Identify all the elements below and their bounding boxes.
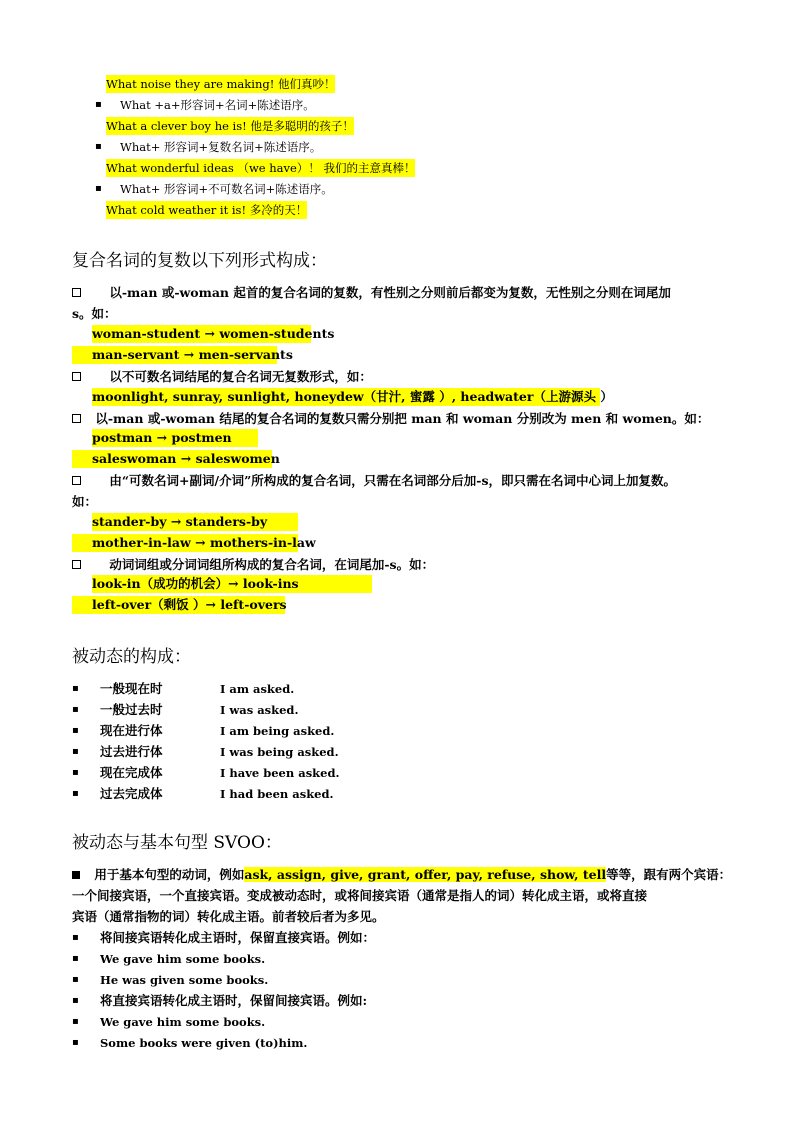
checkbox-square-icon <box>72 372 81 381</box>
example-line: What a clever boy he is! 他是多聪明的孩子！ <box>106 119 354 133</box>
tense-example: I had been asked. <box>220 787 334 801</box>
square-bullet-icon <box>72 871 80 879</box>
tense-label: 现在进行体 <box>100 723 163 738</box>
list-item: What +a+形容词+名词+陈述语序。 <box>120 98 315 112</box>
tense-example: I am being asked. <box>220 724 335 738</box>
list-item: 将直接宾语转化成主语时，保留间接宾语。例如: <box>100 993 368 1008</box>
example-line: What noise they are making! 他们真吵！ <box>106 77 336 91</box>
checkbox-square-icon <box>72 560 81 569</box>
example-line: mother-in-law → mothers-in-law <box>72 534 298 552</box>
checkbox-square-icon <box>72 288 81 297</box>
example-line: stander-by → standers-by <box>92 513 298 531</box>
example-line: look-in（成功的机会）→ look-ins <box>92 575 372 593</box>
tense-label: 过去完成体 <box>100 786 163 801</box>
svoo-paragraph: 用于基本句型的动词，例如ask, assign, give, grant, offer, pay, refuse, show, tell等等，跟有两个宾语： <box>72 864 731 885</box>
example-line: What wonderful ideas （we have）！ 我们的主意真棒！ <box>106 161 416 175</box>
example-line: left-over（剩饭 ）→ left-overs <box>72 596 285 614</box>
list-item: We gave him some books. <box>100 1015 266 1029</box>
section-heading: 被动态与基本句型 SVOO： <box>72 833 282 853</box>
bullet-icon: ▪ <box>72 1016 79 1027</box>
example-line: saleswoman → saleswomen <box>72 450 272 468</box>
checkbox-square-icon <box>72 476 81 485</box>
rule-paragraph: 由“可数名词+副词/介词”所构成的复合名词，只需在名词部分后加-s，即只需在名词中心词上加复数。 <box>72 470 676 491</box>
section-heading: 被动态的构成： <box>72 647 191 667</box>
bullet-icon: ▪ <box>72 974 79 985</box>
tense-label: 现在完成体 <box>100 765 163 780</box>
bullet-icon: ▪ <box>72 788 79 799</box>
example-line: What cold weather it is! 多冷的天！ <box>106 203 308 217</box>
svoo-paragraph: 宾语（通常指物的词）转化成主语。前者较后者为多见。 <box>72 909 385 924</box>
example-line: woman-student → women-students <box>92 326 335 341</box>
tense-label: 一般现在时 <box>100 681 163 696</box>
rule-paragraph: 以不可数名词结尾的复合名词无复数形式，如： <box>72 366 372 387</box>
rule-paragraph-cont: s。如： <box>72 306 117 321</box>
section-heading: 复合名词的复数以下列形式构成： <box>72 251 327 271</box>
list-item: He was given some books. <box>100 973 269 987</box>
bullet-icon: ▪ <box>72 1037 79 1048</box>
checkbox-square-icon <box>72 414 81 423</box>
tense-label: 过去进行体 <box>100 744 163 759</box>
rule-paragraph: 动词词组或分词词组所构成的复合名词，在词尾加-s。如： <box>72 554 434 575</box>
bullet-icon: ▪ <box>72 995 79 1006</box>
bullet-icon: ▪ <box>72 932 79 943</box>
tense-example: I have been asked. <box>220 766 340 780</box>
rule-paragraph: 以-man 或-woman 结尾的复合名词的复数只需分别把 man 和 woman 分别改为 men 和 women。如： <box>72 408 709 429</box>
rule-paragraph: 以-man 或-woman 起首的复合名词的复数，有性别之分则前后都变为复数，无性别之分则在词尾加 <box>72 282 671 303</box>
list-item: 将间接宾语转化成主语时，保留直接宾语。例如： <box>100 930 376 945</box>
bullet-icon: ▪ <box>72 953 79 964</box>
tense-label: 一般过去时 <box>100 702 163 717</box>
example-line: man-servant → men-servants <box>72 346 277 364</box>
example-line: postman → postmen <box>92 429 258 447</box>
rule-paragraph-cont: 如： <box>72 494 98 509</box>
bullet-icon: ▪ <box>72 767 79 778</box>
tense-example: I am asked. <box>220 682 295 696</box>
list-item: Some books were given (to)him. <box>100 1036 308 1050</box>
list-item: We gave him some books. <box>100 952 266 966</box>
bullet-icon: ▪ <box>95 99 102 110</box>
bullet-icon: ▪ <box>72 683 79 694</box>
bullet-icon: ▪ <box>95 141 102 152</box>
list-item: What+ 形容词+复数名词+陈述语序。 <box>120 140 322 154</box>
svoo-paragraph: 一个间接宾语，一个直接宾语。变成被动态时，或将间接宾语（通常是指人的词）转化成主语，或将直接 <box>72 888 648 903</box>
tense-example: I was asked. <box>220 703 299 717</box>
bullet-icon: ▪ <box>95 183 102 194</box>
example-line: moonlight, sunray, sunlight, honeydew（甘汁, 蜜露 ）, headwater（上游源头 ） <box>92 389 613 404</box>
bullet-icon: ▪ <box>72 704 79 715</box>
list-item: What+ 形容词+不可数名词+陈述语序。 <box>120 182 333 196</box>
bullet-icon: ▪ <box>72 746 79 757</box>
tense-example: I was being asked. <box>220 745 339 759</box>
bullet-icon: ▪ <box>72 725 79 736</box>
